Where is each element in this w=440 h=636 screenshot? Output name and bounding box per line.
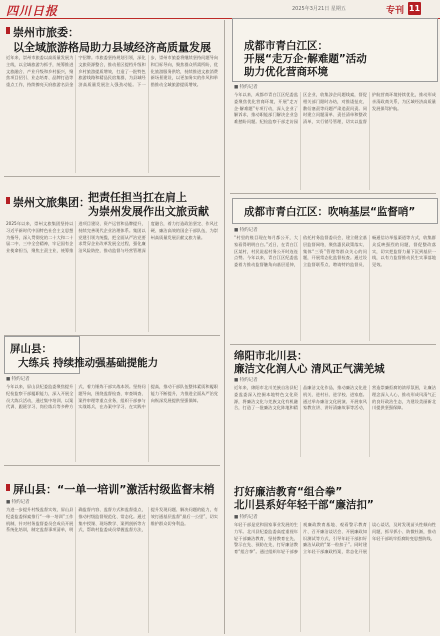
issue-date: 2025年3月21日 星期五 [292, 6, 346, 12]
headline-line-1: 崇州文旅集团： [13, 196, 90, 209]
headline-line-2: 北川县系好年轻干部“廉洁扣” [234, 499, 374, 511]
byline: ■ 特约记者 [234, 378, 258, 383]
headline-line-2: 廉洁文化润人心 清风正气满羌城 [234, 363, 385, 375]
article-pingshan-training [0, 466, 224, 636]
page-number: 11 [408, 4, 421, 13]
headline-line-2: 开展“走万企·解难题”活动 [244, 53, 367, 65]
article-body: 2025年以来，崇州文旅集团坚持以习近平新时代中国特色社会主义思想为指导，深入贯彻党的二十大和二十届二中、三中全会精神，牢记国有企业使命担当，聚焦主责主业，统筹推进项目建设、资产运营和品牌提升，持续完善现代企业治理体系。集团以党建引领为统揽，把全面从严治党要求贯穿企业改革发展全过程，强化廉洁风险防控，推动监督与经营管理深度融合，着力打造政治坚定、作风过硬、廉洁高效的国企干部队伍，为崇州高质量发展贡献文旅力量。 [6, 221, 218, 254]
article-body: 今年以来，成都市青白江区纪委监委聚焦优化营商环境，开展“走万企·解难题”专项行动，深入企业了解诉求，推动职能部门解决企业急难愁盼问题。纪检监察干部走访园区企业，收集涉企问题线索，督促相关部门限时办结，对推诿扯皮、敷衍塞责等问题严肃追责问责。同时建立问题清单、责任清单和整改清单，实行销号管理，切实以监督护航营商环境持续优化，推动形成亲清政商关系，为区域经济高质量发展保驾护航。 [234, 92, 436, 125]
byline: ■ 特约记者 [234, 85, 258, 90]
headline-line-2: 大练兵 持续推动强基础提能力 [18, 357, 159, 369]
byline: ■ 特约记者 [6, 500, 30, 505]
article-qingbaijiang-approval [226, 0, 440, 193]
headline-line-2: 把责任担当扛在肩上 [88, 191, 187, 204]
article-mianyang-beichuan-culture [226, 345, 440, 465]
headline-marker [6, 197, 10, 204]
byline: ■ 特约记者 [6, 377, 30, 382]
headline-line-3: 为崇州发展作出文旅贡献 [88, 205, 209, 218]
article-mianyang-beichuan-youth [226, 466, 440, 636]
article-body: 近年来，绵阳市北川羌族自治县纪委监委深入挖掘本地特色文化资源，将廉洁文化与羌族文化有机融合，打造了一批廉洁文化阵地和精品廉洁文化作品，推动廉洁文化进机关、进村社、进学校、进家庭。通过举办廉洁文化展演、开展家风家教宣讲、讲好清廉故事等活动，营造崇廉拒腐的浓厚氛围，让廉洁理念深入人心，推动形成风清气正的良好政治生态，为建设美丽新北川提供坚强保障。 [234, 385, 436, 411]
headline-line-2: 以全域旅游格局助力县域经济高质量发展 [13, 41, 211, 54]
headline-line-1: 屏山县： [10, 343, 52, 355]
headline-line-1: 成都市青白江区：吹响基层“监督哨” [244, 206, 416, 218]
section-label: 专刊 [386, 6, 405, 16]
headline-line-1: 屏山县：“一单一培训”激活村级监督末梢 [13, 483, 215, 496]
newspaper-logo: 四川日报 [6, 4, 59, 18]
headline-marker [6, 484, 10, 491]
article-body: 年轻干部是党和国家事业发展的生力军。北川县纪委监委高度重视年轻干部廉洁教育，坚持教育在先、警示在先、预防在先，打好廉洁教育“组合拳”。通过组织年轻干部参观廉政教育基地、观看警示教育片、召开廉洁谈话会、开展廉政知识测试等方式，引导年轻干部扣好廉洁从政的“第一粒扣子”。同时建立年轻干部廉政档案，常态化开展谈心谈话，及时发现苗头性倾向性问题，抓早抓小、防微杜渐，推动年轻干部筑牢拒腐防变思想防线。 [234, 522, 436, 555]
article-body: “村里的账目现在每月都公开，大家看得明明白白。”近日，在青白江区某村，村民说起村务公开时连连点赞。今年以来，青白江区纪委监委着力推动监督触角向基层延伸，依托村务监督委员会，建立健全基层监督网络，聚焦惠民政策落实、集体“三资”管理等群众关心的问题，开展常态化监督检查。通过设立监督联系点、聘请特约监督员、畅通信访举报渠道等方式，收集群众反映强烈的问题，督促整改落实，切实把监督力量下沉到基层一线，以有力监督推动民生实事落地见效。 [234, 235, 436, 268]
headline-marker [6, 27, 10, 34]
article-pingshan-practice [0, 336, 224, 465]
headline-line-1: 绵阳市北川县： [234, 350, 308, 362]
article-body: 为进一步提升村级监督实效，屏山县纪委监委探索推行“一单一培训”工作机制，针对村务监督委员会成员开展系统化培训，制定监督事项清单，明确监督内容、监督方式和监督重点，推动村级监督规范化、常态化。通过集中授课、现场教学、案例剖析等方式，帮助村监委成员掌握监督方法，提升发现问题、解决问题的能力，有效打通基层监督“最后一公里”，切实维护群众切身利益。 [6, 507, 218, 533]
article-chongzhou-tourism [0, 0, 224, 176]
headline-line-1: 崇州市旅委： [13, 26, 79, 39]
article-chongzhou-culture [0, 177, 224, 335]
headline-line-3: 助力优化营商环境 [244, 66, 328, 78]
article-qingbaijiang-whistle [226, 194, 440, 344]
article-body: 近年来，崇州市旅委以高质量发展为主线，以全域旅游为抓手，统筹推进文旅融合、产业升级和乡村振兴，聚焦项目招引、业态培育、品牌打造等重点工作，持续擦亮天府旅游名县金字招牌。市旅委坚持规划引领，深化文旅资源整合，推动景区提档升级和乡村旅游提质增效，打造了一批特色旅游线路和精品民宿集群，为县域经济高质量发展注入强劲动能。下一步，崇州市旅委将继续坚持问题导向和目标导向，聚焦群众所需所盼，优化旅游服务供给，持续推进文旅消费新场景建设，以更加务实的作风和举措推动全域旅游提质增效。 [6, 55, 218, 88]
headline-line-1: 成都市青白江区： [244, 40, 328, 52]
byline: ■ 特约记者 [234, 228, 258, 233]
column-divider [224, 20, 225, 634]
byline: ■ 特约记者 [234, 515, 258, 520]
headline-line-1: 打好廉洁教育“组合拳” [234, 486, 343, 498]
article-body: 今年以来，屏山县纪委监委聚焦提升纪检监察干部履职能力，深入开展全员大练兵活动，通过集中培训、以案代训、跟班学习、岗位练兵等多种方式，着力锤炼干部实战本领。坚持问题导向，围绕监督检查、审查调查、案件审理等重点业务，组织干部参与实战练兵，在办案中学习、在实践中提高，推动干部队伍整体素质和履职能力不断提升，为推进全面从严治党向纵深发展提供坚强保障。 [6, 384, 218, 410]
